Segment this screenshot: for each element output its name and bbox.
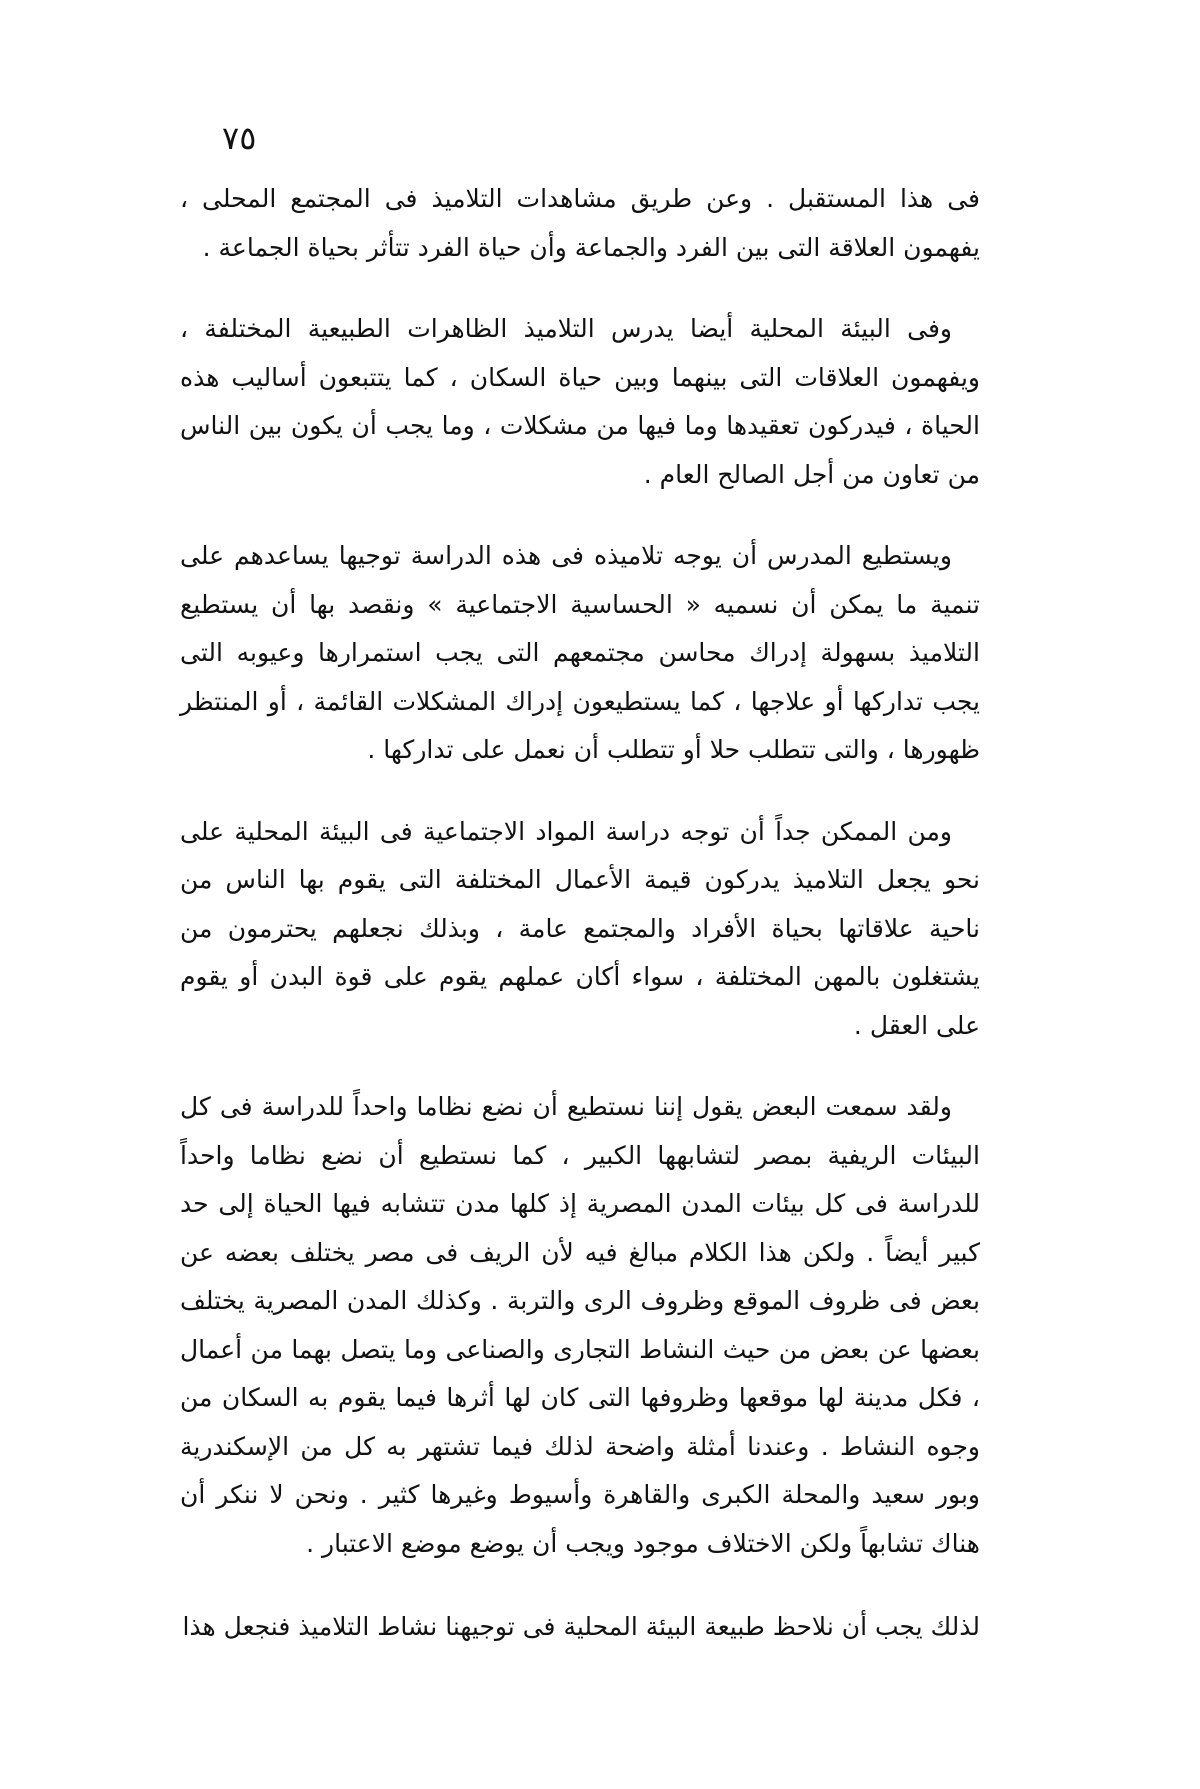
paragraph-3: ويستطيع المدرس أن يوجه تلاميذه فى هذه الدراسة توجيها يساعدهم على تنمية ما يمكن أن نسميه « الحساسية الاجتماعية » ونقصد بها أن يستطيع التلاميذ بسهولة إدراك محاسن مجتمعهم التى يجب استمرارها وعيوبه التى يجب تداركها أو علاجها ، كما يستطيعون إدراك المشكلات القائمة ، أو المنتظر ظهورها ، والتى تتطلب حلا أو تتطلب أن نعمل على تداركها . [180, 541, 980, 764]
paragraph-1: فى هذا المستقبل . وعن طريق مشاهدات التلاميذ فى المجتمع المحلى ، يفهمون العلاقة التى بين الفرد والجماعة وأن حياة الفرد تتأثر بحياة الجماعة . [180, 184, 980, 262]
page-number: ٧٥ [222, 119, 257, 157]
paragraph-2: وفى البيئة المحلية أيضا يدرس التلاميذ الظاهرات الطبيعية المختلفة ، ويفهمون العلاقات التى بينهما وبين حياة السكان ، كما يتتبعون أساليب هذه الحياة ، فيدركون تعقيدها وما فيها من مشكلات ، وما يجب أن يكون بين الناس من تعاون من أجل الصالح العام . [180, 314, 980, 489]
paragraph-5: ولقد سمعت البعض يقول إننا نستطيع أن نضع نظاما واحداً للدراسة فى كل البيئات الريفية بمصر لتشابهها الكبير ، كما نستطيع أن نضع نظاما واحداً للدراسة فى كل بيئات المدن المصرية إذ كلها مدن تتشابه فيها الحياة إلى حد كبير أيضاً . ولكن هذا الكلام مبالغ فيه لأن الريف فى مصر يختلف بعضه عن بعض فى ظروف الموقع وظروف الرى والتربة . وكذلك المدن المصرية يختلف بعضها عن بعض من حيث النشاط التجارى والصناعى وما يتصل بهما من أعمال ، فكل مدينة لها موقعها وظروفها التى كان لها أثرها فيما يقوم به السكان من وجوه النشاط . وعندنا أمثلة واضحة لذلك فيما تشتهر به كل من الإسكندرية وبور سعيد والمحلة الكبرى والقاهرة وأسيوط وغيرها كثير . ونحن لا ننكر أن هناك تشابهاً ولكن الاختلاف موجود ويجب أن يوضع موضع الاعتبار . [180, 1092, 980, 1558]
paragraph-4: ومن الممكن جداً أن توجه دراسة المواد الاجتماعية فى البيئة المحلية على نحو يجعل التلاميذ يدركون قيمة الأعمال المختلفة التى يقوم بها الناس من ناحية علاقاتها بحياة الأفراد والمجتمع عامة ، وبذلك نجعلهم يحترمون من يشتغلون بالمهن المختلفة ، سواء أكان عملهم يقوم على قوة البدن أو يقوم على العقل . [180, 816, 980, 1040]
paragraph-6: لذلك يجب أن نلاحظ طبيعة البيئة المحلية فى توجيهنا نشاط التلاميذ فنجعل هذا [182, 1612, 980, 1641]
page-body [180, 175, 980, 1652]
